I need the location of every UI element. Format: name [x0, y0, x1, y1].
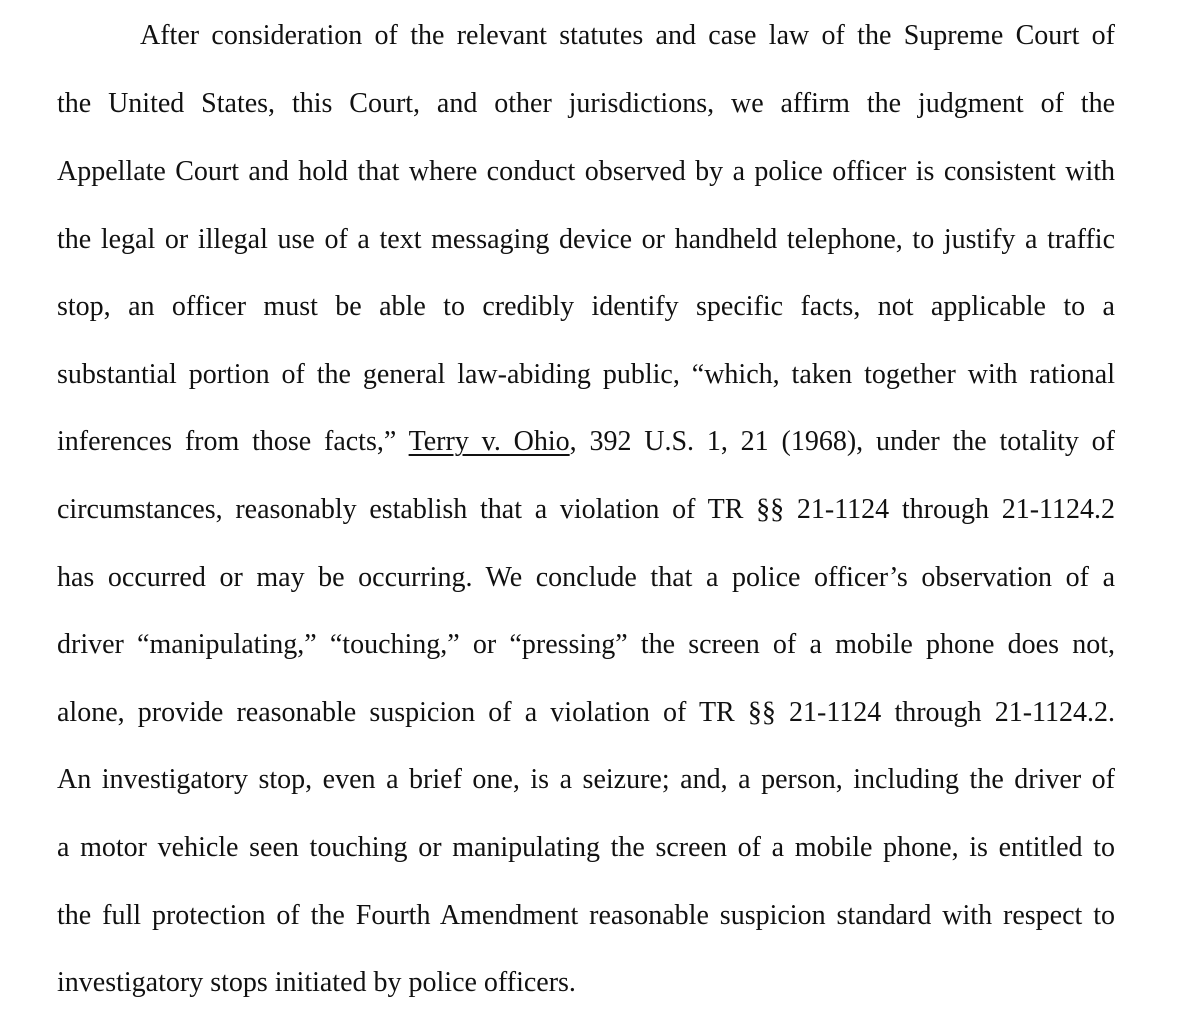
- case-citation-terry-v-ohio: Terry v. Ohio: [408, 426, 570, 457]
- paragraph-line-15: investigatory stops initiated by police officers.: [57, 967, 576, 998]
- paragraph-line-13: a motor vehicle seen touching or manipulating the screen of a mobile phone, is entitled to: [57, 832, 1115, 863]
- paragraph-line-3: Appellate Court and hold that where conduct observed by a police officer is consistent with: [57, 156, 1115, 187]
- paragraph-line-8: circumstances, reasonably establish that a violation of TR §§ 21-1124 through 21-1124.2: [57, 494, 1115, 525]
- paragraph-line-4: the legal or illegal use of a text messaging device or handheld telephone, to justify a traffic: [57, 224, 1115, 255]
- paragraph-line-6: substantial portion of the general law-abiding public, “which, taken together with rational: [57, 359, 1115, 390]
- paragraph-line-12: An investigatory stop, even a brief one, is a seizure; and, a person, including the driver of: [57, 764, 1115, 795]
- paragraph-line-5: stop, an officer must be able to credibly identify specific facts, not applicable to a: [57, 291, 1115, 322]
- paragraph-line-9: has occurred or may be occurring. We conclude that a police officer’s observation of a: [57, 562, 1115, 593]
- paragraph-line-1: After consideration of the relevant statutes and case law of the Supreme Court of: [140, 20, 1115, 51]
- line-7-after: , 392 U.S. 1, 21 (1968), under the totality of: [569, 426, 1115, 457]
- line-7-before: inferences from those facts,”: [57, 426, 397, 457]
- paragraph-line-11: alone, provide reasonable suspicion of a violation of TR §§ 21-1124 through 21-1124.2.: [57, 697, 1115, 728]
- paragraph-line-7: [57, 425, 1115, 459]
- paragraph-line-10: driver “manipulating,” “touching,” or “pressing” the screen of a mobile phone does not,: [57, 629, 1115, 660]
- paragraph-line-14: the full protection of the Fourth Amendment reasonable suspicion standard with respect to: [57, 900, 1115, 931]
- paragraph-line-2: the United States, this Court, and other jurisdictions, we affirm the judgment of the: [57, 88, 1115, 119]
